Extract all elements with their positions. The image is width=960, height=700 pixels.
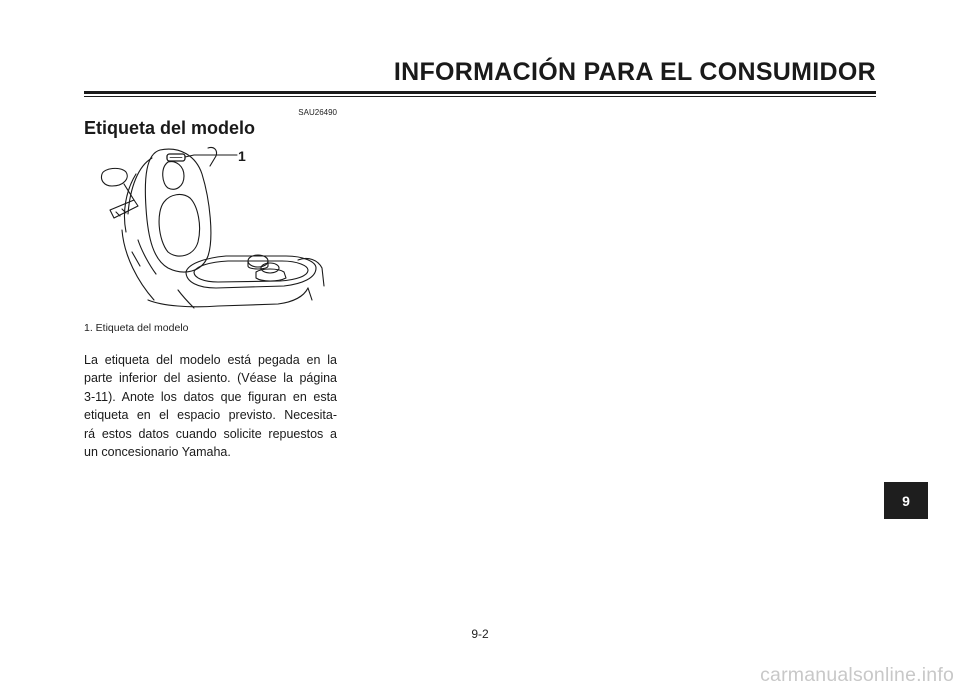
body-line: 3-11). Anote los datos que figuran en esta xyxy=(84,389,337,404)
header-rule-thin xyxy=(84,96,876,97)
body-paragraph xyxy=(84,351,337,461)
section-code: SAU26490 xyxy=(298,108,337,117)
body-line: La etiqueta del modelo está pegada en la xyxy=(84,353,337,367)
body-line: parte inferior del asiento. (Véase la página xyxy=(84,371,337,386)
body-line: un concesionario Yamaha. xyxy=(84,445,231,460)
chapter-tab-label: 9 xyxy=(902,492,910,509)
body-line: etiqueta en el espacio previsto. Necesita- xyxy=(84,408,337,423)
figure-callout-number: 1 xyxy=(238,148,246,164)
page-number: 9-2 xyxy=(471,627,489,641)
scooter-seat-illustration xyxy=(98,140,330,310)
header-rule-thick xyxy=(84,91,876,94)
body-line: rá estos datos cuando solicite repuestos a xyxy=(84,426,337,441)
figure-caption: 1. Etiqueta del modelo xyxy=(84,322,189,334)
section-title: Etiqueta del modelo xyxy=(84,118,256,138)
chapter-header-title: INFORMACIÓN PARA EL CONSUMIDOR xyxy=(393,58,876,86)
chapter-tab xyxy=(884,482,928,519)
watermark: carmanualsonline.info xyxy=(760,664,954,686)
